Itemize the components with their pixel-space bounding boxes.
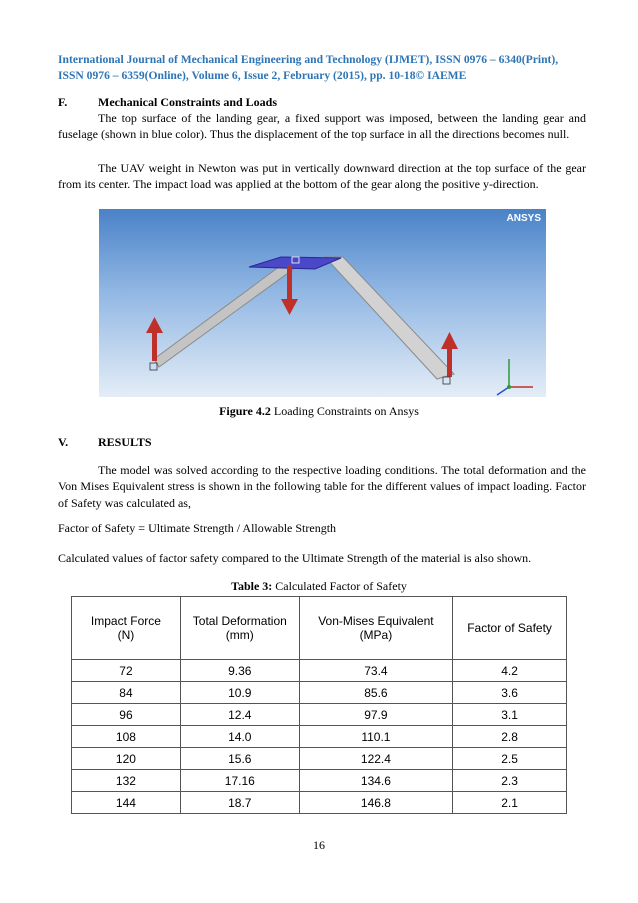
table-caption-label: Table 3:: [231, 579, 273, 593]
header-factor-of-safety: Factor of Safety: [453, 597, 567, 660]
section-f-title: Mechanical Constraints and Loads: [98, 95, 278, 109]
table-row: 84 10.9 85.6 3.6: [72, 682, 567, 704]
right-beam: [325, 257, 454, 379]
results-paragraph: The model was solved according to the respective loading conditions. The total deformation and the Von Mises Equivalent stress is shown in the following table for the different values of impact loading. Factor of Safety was calculated as,: [58, 463, 586, 510]
left-marker: [150, 363, 157, 370]
table-row: 96 12.4 97.9 3.1: [72, 704, 567, 726]
page-number: 16: [313, 838, 325, 852]
header-impact-force: Impact Force (N): [72, 597, 181, 660]
table-caption-text: Calculated Factor of Safety: [272, 579, 407, 593]
right-impact-arrow-head: [441, 332, 458, 349]
weight-arrow-shaft: [287, 265, 292, 301]
safety-formula: Factor of Safety = Ultimate Strength / Allowable Strength: [58, 521, 337, 535]
right-marker: [443, 377, 450, 384]
table-caption: [0, 579, 638, 594]
section-v-title: RESULTS: [98, 435, 152, 449]
table-row: 144 18.7 146.8 2.1: [72, 792, 567, 814]
left-beam: [154, 261, 299, 367]
table-row: 72 9.36 73.4 4.2: [72, 660, 567, 682]
left-impact-arrow-head: [146, 317, 163, 333]
section-f-paragraph-1: The top surface of the landing gear, a fixed support was imposed, between the landing gear and fuselage (shown in blue color). Thus the displacement of the top surface in all the directions becomes null.: [58, 111, 586, 142]
safety-factor-table: [71, 596, 567, 814]
section-v-heading: [58, 435, 152, 450]
table-row: 120 15.6 122.4 2.5: [72, 748, 567, 770]
section-f-number: F.: [58, 95, 68, 109]
figure-caption-text: Loading Constraints on Ansys: [270, 404, 419, 418]
section-f-paragraph-2: The UAV weight in Newton was put in vertically downward direction at the top surface of the gear from its center. The impact load was applied at the bottom of the gear along the positive y-direction.: [58, 161, 586, 192]
journal-header: [58, 52, 586, 84]
results-paragraph-2: Calculated values of factor safety compared to the Ultimate Strength of the material is also shown.: [58, 551, 532, 565]
header-line-1: International Journal of Mechanical Engineering and Technology (IJMET), ISSN 0976 – 6340(Print),: [58, 53, 559, 66]
landing-gear-model: [99, 209, 546, 397]
right-impact-arrow-shaft: [447, 347, 452, 377]
left-impact-arrow-shaft: [152, 331, 157, 361]
ansys-figure: [99, 209, 546, 397]
header-total-deformation: Total Deformation (mm): [180, 597, 299, 660]
figure-caption: [0, 404, 638, 419]
coordinate-triad: [497, 359, 533, 395]
ansys-logo: ANSYS: [506, 213, 541, 224]
section-v-number: V.: [58, 435, 69, 449]
table-row: 132 17.16 134.6 2.3: [72, 770, 567, 792]
header-von-mises: Von-Mises Equivalent (MPa): [299, 597, 452, 660]
weight-arrow-head: [281, 299, 298, 315]
figure-caption-label: Figure 4.2: [219, 404, 271, 418]
table-row: 108 14.0 110.1 2.8: [72, 726, 567, 748]
table-header-row: [72, 597, 567, 660]
header-line-2: ISSN 0976 – 6359(Online), Volume 6, Issue 2, February (2015), pp. 10-18© IAEME: [58, 69, 467, 82]
section-f-heading: [58, 95, 277, 110]
